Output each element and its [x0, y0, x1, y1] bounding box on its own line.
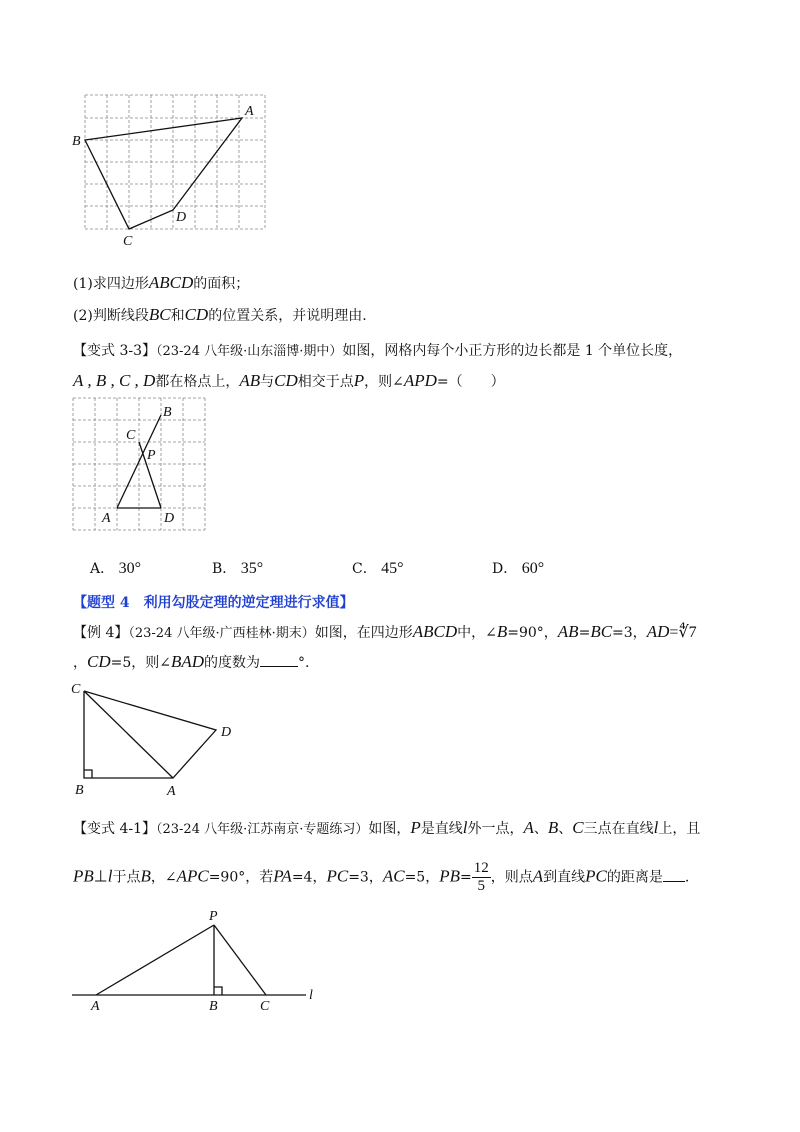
label-b: B [75, 783, 84, 798]
option-b[interactable]: B． 35° [212, 560, 264, 577]
label-d: D [176, 210, 187, 225]
example-4-line2: ，CD=5，则∠BAD的度数为 °. [73, 652, 310, 671]
label-d: D [164, 511, 175, 526]
figure-intersecting-segments [68, 395, 213, 535]
answer-blank[interactable] [260, 652, 298, 667]
section-heading: 【题型 4 利用勾股定理的逆定理进行求值】 [73, 595, 354, 611]
label-a: A [167, 784, 176, 799]
label-p: P [147, 448, 156, 463]
label-c: C [126, 428, 136, 443]
variant-4-1-line1: 【变式 4-1】（23-24 八年级·江苏南京·专题练习）如图，P是直线l外一点，A、B、C三点在直线l上，且 [73, 818, 701, 837]
label-c: C [71, 682, 81, 697]
label-b: B [209, 999, 218, 1014]
label-a: A [91, 999, 100, 1014]
label-b: B [163, 405, 172, 420]
variant-3-3-line2: A , B , C , D都在格点上，AB与CD相交于点P，则∠APD=（ ） [73, 371, 505, 390]
label-a: A [102, 511, 111, 526]
label-d: D [221, 725, 232, 740]
question-1: (1)求四边形ABCD的面积； [73, 273, 250, 292]
question-2: (2)判断线段BC和CD的位置关系，并说明理由. [73, 305, 367, 324]
option-c[interactable]: C． 45° [352, 560, 404, 577]
figure-quadrilateral-grid [70, 92, 280, 252]
figure-triangle-on-line [66, 905, 336, 1015]
label-a: A [245, 104, 254, 119]
example-4-line1: 【例 4】（23-24 八年级·广西桂林·期末）如图，在四边形ABCD中，∠B=90°，AB=BC=3，AD=∜7 [73, 622, 697, 641]
label-l: l [309, 988, 313, 1003]
figure-quadrilateral-right-angle [66, 676, 246, 801]
quadrilateral-abcd [85, 118, 242, 229]
answer-blank[interactable] [663, 867, 685, 882]
variant-4-1-line2: PB⊥l于点B，∠APC=90°，若PA=4，PC=3，AC=5，PB= $\frac{12}{5}$ ，则点A到直线PC的距离是 . [73, 860, 690, 894]
option-a[interactable]: A． 30° [90, 560, 141, 577]
option-d[interactable]: D． 60° [492, 560, 545, 577]
label-c: C [260, 999, 270, 1014]
label-c: C [123, 234, 133, 249]
fraction-12-5: $\frac{12}{5}$ [473, 860, 489, 894]
label-b: B [72, 134, 81, 149]
label-p: P [209, 909, 218, 924]
variant-3-3-line1: 【变式 3-3】（23-24 八年级·山东淄博·期中）如图，网格内每个小正方形的边长都是 1 个单位长度， [73, 343, 683, 359]
